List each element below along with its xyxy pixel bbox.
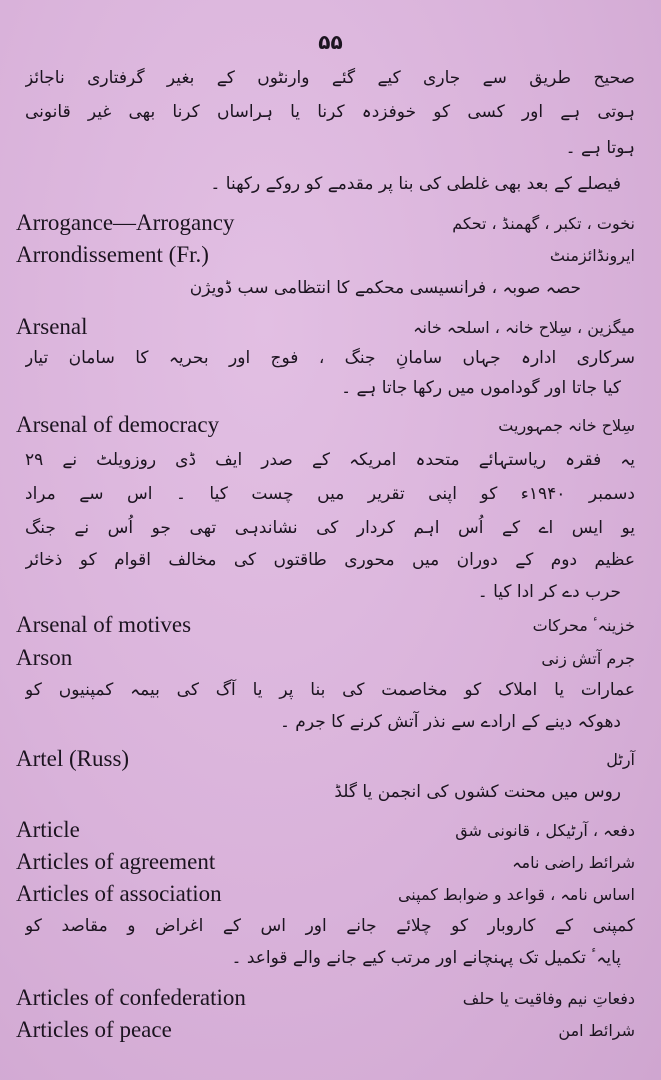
entry-term: Arsenal xyxy=(16,314,88,339)
entry-description: کمپنی کے کاروبار کو چلائے جانے اور اس کے اغراض و مقاصد کو xyxy=(25,916,635,936)
entry-description: عظیم دوم کے دوران میں محوری طاقتوں کی مخالف اقوام کو ذخائر xyxy=(25,550,635,570)
entry-arson xyxy=(16,643,635,673)
entry-term: Articles of confederation xyxy=(16,985,246,1010)
entry-term: Arson xyxy=(16,645,73,670)
entry-term: Article xyxy=(16,817,80,842)
entry-description: یہ فقرہ ریاستہائے متحدہ امریکہ کے صدر ایف ڈی روزویلٹ نے ۲۹ xyxy=(25,450,635,470)
entry-articles-of-agreement xyxy=(16,847,635,877)
entry-term: Articles of agreement xyxy=(16,849,216,874)
entry-term: Arrondissement (Fr.) xyxy=(16,242,209,267)
entry-arsenal xyxy=(16,312,635,342)
entry-translation: شرائط راضی نامہ xyxy=(512,853,635,872)
entry-article xyxy=(16,815,635,845)
entry-translation: شرائط امن xyxy=(558,1021,635,1040)
entry-term: Arsenal of motives xyxy=(16,612,192,637)
entry-arsenal-of-democracy xyxy=(16,410,635,440)
entry-description: یو ایس اے کے اُس اہم کردار کی نشاندہی تھی جو اُس نے جنگ xyxy=(25,518,635,538)
entry-translation: اساس نامہ ، قواعد و ضوابط کمپنی xyxy=(397,885,635,904)
intro-line: ہوتی ہے اور کسی کو خوفزدہ کرنا یا ہراساں کرنا بھی غیر قانونی xyxy=(25,102,635,122)
intro-line: صحیح طریق سے جاری کیے گئے وارنٹوں کے بغیر گرفتاری ناجائز xyxy=(25,68,635,88)
entry-translation: دفعاتِ نیم وفاقیت یا حلف xyxy=(462,989,635,1008)
entry-term: Arsenal of democracy xyxy=(16,412,220,437)
entry-translation: ایرونڈائزمنٹ xyxy=(549,246,635,265)
entry-arrogance xyxy=(16,208,635,238)
entry-term: Articles of association xyxy=(16,881,222,906)
entry-arsenal-of-motives xyxy=(16,610,635,640)
entry-term: Arrogance—Arrogancy xyxy=(16,210,235,235)
entry-description: حرب دے کر ادا کیا ۔ xyxy=(477,582,621,602)
entry-articles-of-confederation xyxy=(16,983,635,1013)
intro-line: فیصلے کے بعد بھی غلطی کی بنا پر مقدمے کو روکے رکھنا ۔ xyxy=(210,174,621,194)
entry-description: دسمبر ۱۹۴۰ء کو اپنی تقریر میں چست کیا ۔ اس سے مراد xyxy=(25,484,635,504)
page-number: ۵۵ xyxy=(318,30,343,54)
entry-translation: دفعہ ، آرٹیکل ، قانونی شق xyxy=(455,821,635,840)
intro-line: ہوتا ہے ۔ xyxy=(565,138,635,158)
entry-translation: جرم آتش زنی xyxy=(541,649,635,668)
entry-description: کیا جاتا اور گوداموں میں رکھا جاتا ہے ۔ xyxy=(341,378,621,398)
entry-translation: نخوت ، تکبر ، گھمنڈ ، تحکم xyxy=(452,214,635,233)
entry-description: روس میں محنت کشوں کی انجمن یا گلڈ xyxy=(334,782,621,802)
entry-artel xyxy=(16,744,635,774)
entry-term: Artel (Russ) xyxy=(16,746,130,771)
entry-articles-of-peace xyxy=(16,1015,635,1045)
entry-description: دھوکہ دینے کے ارادے سے نذر آتش کرنے کا جرم ۔ xyxy=(279,712,621,732)
entry-description: سرکاری ادارہ جہاں سامانِ جنگ ، فوج اور بحریہ کا سامان تیار xyxy=(25,348,635,368)
entry-translation: سِلاح خانہ جمہوریت xyxy=(498,416,635,435)
entry-translation: خزینہٴ محرکات xyxy=(532,616,635,635)
entry-description: عمارات یا املاک کو مخاصمت کی بنا پر یا آگ کی بیمہ کمپنیوں کو xyxy=(25,680,635,700)
entry-term: Articles of peace xyxy=(16,1017,172,1042)
entry-translation: میگزین ، سِلاح خانہ ، اسلحہ خانہ xyxy=(413,318,635,337)
entry-description: پایہٴ تکمیل تک پہنچانے اور مرتب کیے جانے والے قواعد ۔ xyxy=(231,948,621,968)
entry-arrondissement xyxy=(16,240,635,270)
entry-translation: آرٹل xyxy=(606,750,635,769)
entry-description: حصہ صوبہ ، فرانسیسی محکمے کا انتظامی سب ڈویژن xyxy=(189,278,581,298)
entry-articles-of-association xyxy=(16,879,635,909)
